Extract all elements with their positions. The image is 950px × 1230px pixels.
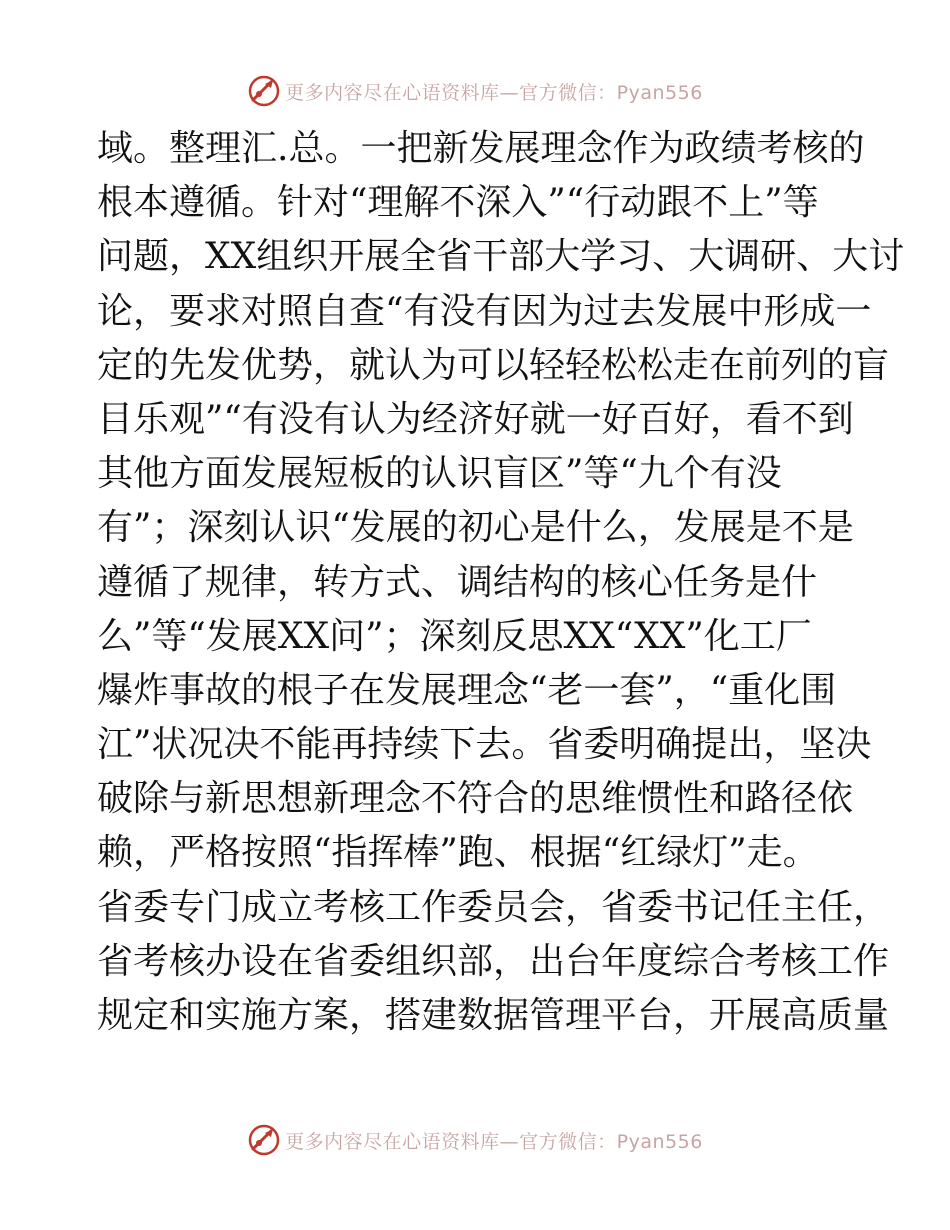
pen-nib-logo-icon	[247, 1123, 281, 1157]
text-line: 问题，XX组织开展全省干部大学习、大调研、大讨	[97, 236, 905, 278]
text-line: 论，要求对照自查“有没有因为过去发展中形成一	[97, 290, 872, 332]
text-line: 域。整理汇.总。一把新发展理念作为政绩考核的	[97, 128, 865, 169]
text-line: 定的先发优势，就认为可以轻轻松松走在前列的盲	[97, 344, 890, 386]
text-line: 有”；深刻认识“发展的初心是什么，发展是不是	[97, 507, 854, 549]
pen-nib-logo-icon	[247, 74, 281, 108]
text-line: 遵循了规律，转方式、调结构的核心任务是什	[97, 561, 818, 603]
footer-banner	[0, 1123, 950, 1157]
text-line: 么”等“发展XX问”；深刻反思XX“XX”化工厂	[97, 615, 812, 657]
text-line: 目乐观”“有没有认为经济好就一好百好，看不到	[97, 398, 854, 440]
text-line: 爆炸事故的根子在发展理念“老一套”，“重化围	[97, 669, 837, 711]
text-line: 赖，严格按照“指挥棒”跑、根据“红绿灯”走。	[97, 832, 819, 874]
text-line: 规定和实施方案，搭建数据管理平台，开展高质量	[97, 995, 890, 1036]
text-line: 省委专门成立考核工作委员会，省委书记任主任，	[97, 886, 890, 928]
text-line: 其他方面发展短板的认识盲区”等“九个有没	[97, 453, 782, 495]
header-banner	[0, 74, 950, 108]
document-body	[97, 122, 905, 1043]
banner-text: 更多内容尽在心语资料库—官方微信：Pyan556	[285, 81, 703, 104]
text-line: 根本遵循。针对“理解不深入”“行动跟不上”等	[97, 182, 819, 224]
text-line: 省考核办设在省委组织部，出台年度综合考核工作	[97, 940, 890, 982]
banner-text: 更多内容尽在心语资料库—官方微信：Pyan556	[285, 1130, 703, 1153]
text-line: 江”状况决不能再持续下去。省委明确提出，坚决	[97, 724, 872, 766]
text-line: 破除与新思想新理念不符合的思维惯性和路径依	[97, 778, 854, 820]
